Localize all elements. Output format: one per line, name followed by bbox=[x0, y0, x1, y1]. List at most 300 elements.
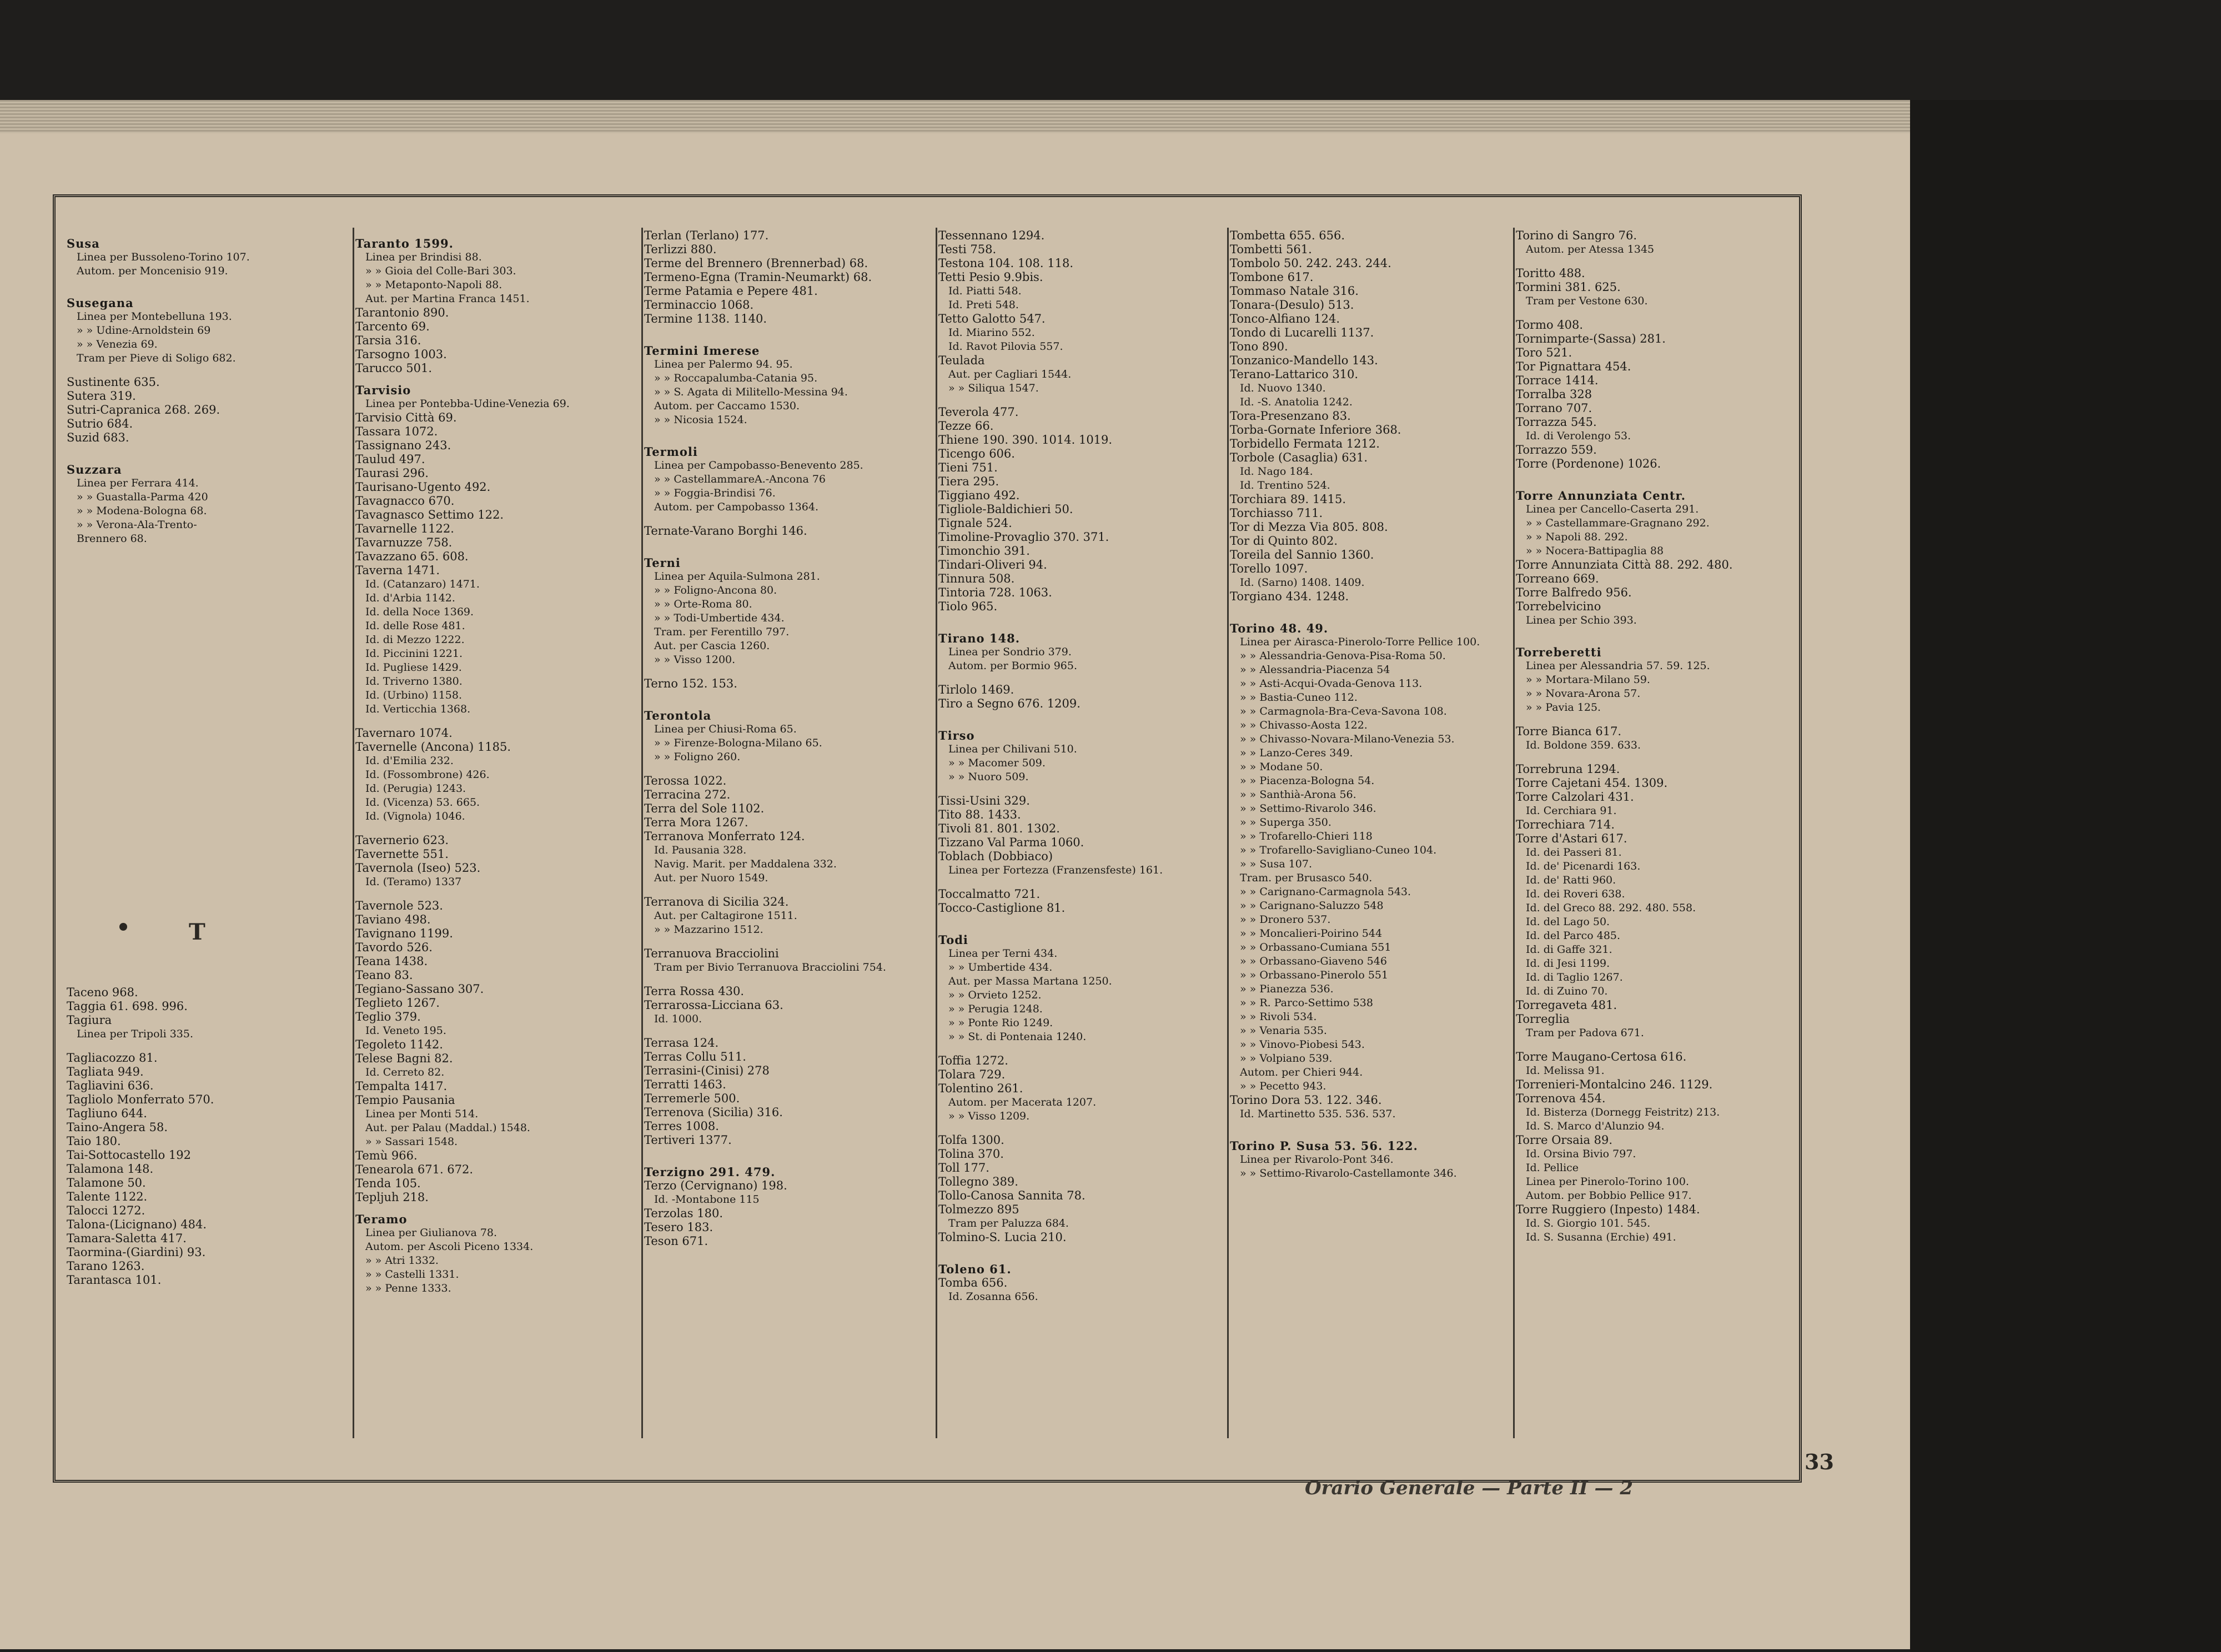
station-entry bbox=[67, 876, 339, 886]
station-entry: Terratti 1463. bbox=[644, 1078, 726, 1091]
station-entry: » » Orbassano-Pinerolo 551 bbox=[1240, 969, 1389, 981]
station-entry: Terme del Brennero (Brennerbad) 68. bbox=[644, 257, 868, 270]
station-entry: Tezze 66. bbox=[938, 419, 994, 433]
station-entry: Id. d'Emilia 232. bbox=[365, 755, 454, 767]
station-entry: Torbidello Fermata 1212. bbox=[1230, 437, 1380, 450]
station-heading: Tirso bbox=[938, 729, 975, 742]
station-entry: » » Vinovo-Piobesi 543. bbox=[1240, 1038, 1365, 1051]
station-entry: Id. Miarino 552. bbox=[948, 327, 1035, 339]
station-entry: Linea per Brindisi 88. bbox=[365, 251, 482, 263]
station-entry: Terno 152. 153. bbox=[644, 677, 737, 690]
station-entry: Tonco-Alfiano 124. bbox=[1230, 312, 1340, 325]
station-entry: Sustinente 635. bbox=[67, 375, 160, 389]
station-entry: Tavordo 526. bbox=[355, 941, 433, 954]
station-entry: Brennero 68. bbox=[77, 533, 147, 545]
station-entry: Toreila del Sannio 1360. bbox=[1230, 548, 1374, 561]
index-column bbox=[644, 229, 916, 1428]
station-entry: Torre Orsaia 89. bbox=[1516, 1133, 1613, 1147]
station-entry: Id. (Urbino) 1158. bbox=[365, 689, 463, 701]
station-entry: Linea per Ferrara 414. bbox=[77, 477, 199, 489]
station-entry: Tassignano 243. bbox=[355, 439, 451, 452]
station-entry: » » Modane 50. bbox=[1240, 761, 1323, 773]
station-entry bbox=[67, 566, 339, 576]
station-entry: Id. della Noce 1369. bbox=[365, 606, 474, 618]
station-entry bbox=[67, 278, 339, 288]
station-entry bbox=[355, 889, 627, 899]
station-entry: Torino di Sangro 76. bbox=[1516, 229, 1637, 242]
station-entry: Aut. per Cagliari 1544. bbox=[948, 368, 1072, 380]
station-entry: Terrasa 124. bbox=[644, 1036, 719, 1050]
station-entry: Tavazzano 65. 608. bbox=[355, 550, 469, 563]
station-entry bbox=[355, 716, 627, 726]
station-entry bbox=[67, 666, 339, 676]
station-entry: Tavagnacco 670. bbox=[355, 494, 455, 508]
station-entry bbox=[67, 365, 339, 375]
station-entry: Tessennano 1294. bbox=[938, 229, 1045, 242]
station-entry bbox=[67, 716, 339, 726]
station-entry: » » Foligno 260. bbox=[654, 751, 741, 763]
station-entry: Tonara-(Desulo) 513. bbox=[1230, 298, 1354, 312]
station-entry: Tormini 381. 625. bbox=[1516, 280, 1621, 294]
station-entry: » » Trofarello-Savigliano-Cuneo 104. bbox=[1240, 844, 1437, 856]
station-entry bbox=[938, 614, 1210, 624]
station-entry: Terrarossa-Licciana 63. bbox=[644, 998, 783, 1012]
station-entry: Linea per Giulianova 78. bbox=[365, 1227, 498, 1239]
station-entry: » » Volpiano 539. bbox=[1240, 1052, 1333, 1064]
station-entry: Torba-Gornate Inferiore 368. bbox=[1230, 423, 1401, 436]
station-entry: Autom. per Macerata 1207. bbox=[948, 1096, 1097, 1108]
station-entry bbox=[67, 856, 339, 866]
station-entry: Tavernaro 1074. bbox=[355, 726, 453, 740]
station-entry bbox=[67, 576, 339, 586]
station-entry: Id. S. Giorgio 101. 545. bbox=[1526, 1217, 1651, 1229]
station-entry bbox=[938, 1044, 1210, 1054]
station-entry: Linea per Chiusi-Roma 65. bbox=[654, 723, 797, 735]
station-entry: Id. (Catanzaro) 1471. bbox=[365, 578, 480, 590]
station-entry bbox=[67, 766, 339, 776]
station-entry: Id. di Jesi 1199. bbox=[1526, 957, 1610, 970]
station-entry: Talamona 148. bbox=[67, 1162, 154, 1176]
station-entry: » » Gioia del Colle-Bari 303. bbox=[365, 265, 516, 277]
index-column bbox=[1516, 229, 1788, 1428]
station-entry: Torrenova 454. bbox=[1516, 1092, 1606, 1105]
station-entry: Tamara-Saletta 417. bbox=[67, 1232, 187, 1245]
station-entry: Id. Melissa 91. bbox=[1526, 1064, 1605, 1077]
station-entry: Tissi-Usini 329. bbox=[938, 794, 1030, 807]
station-entry bbox=[644, 975, 916, 985]
station-heading: Tirano 148. bbox=[938, 631, 1021, 645]
station-entry: Tesero 183. bbox=[644, 1221, 713, 1234]
station-entry: » » Visso 1200. bbox=[654, 654, 736, 666]
station-entry: Id. (Vignola) 1046. bbox=[365, 810, 465, 822]
station-entry: Tai-Sottocastello 192 bbox=[67, 1148, 192, 1162]
station-entry: » » Castelli 1331. bbox=[365, 1268, 459, 1281]
station-entry bbox=[67, 606, 339, 616]
station-entry: » » Visso 1209. bbox=[948, 1110, 1030, 1122]
station-entry: » » Dronero 537. bbox=[1240, 913, 1331, 926]
station-entry: Tolara 729. bbox=[938, 1068, 1006, 1081]
station-entry: Taino-Angera 58. bbox=[67, 1121, 168, 1134]
station-entry: Id. Piccinini 1221. bbox=[365, 647, 463, 660]
station-entry: Tagliavini 636. bbox=[67, 1079, 154, 1092]
station-entry: Tiro a Segno 676. 1209. bbox=[938, 697, 1081, 710]
station-entry: Linea per Schio 393. bbox=[1526, 614, 1637, 626]
station-entry: Toro 521. bbox=[1516, 346, 1572, 359]
station-entry: Termine 1138. 1140. bbox=[644, 312, 767, 325]
station-entry: Tonzanico-Mandello 143. bbox=[1230, 354, 1378, 367]
station-entry: Toll 177. bbox=[938, 1161, 989, 1174]
station-entry bbox=[67, 656, 339, 666]
station-entry: Tegiano-Sassano 307. bbox=[355, 982, 484, 996]
station-entry: Tavernole 523. bbox=[355, 899, 443, 912]
station-entry bbox=[67, 846, 339, 856]
station-entry: Id. Ravot Pilovia 557. bbox=[948, 340, 1063, 353]
station-entry bbox=[67, 776, 339, 786]
station-entry: » » Orvieto 1252. bbox=[948, 989, 1042, 1001]
station-heading: Taranto 1599. bbox=[355, 237, 454, 250]
station-entry: Torre Bianca 617. bbox=[1516, 725, 1622, 738]
station-entry bbox=[938, 915, 1210, 925]
station-entry: » » Pavia 125. bbox=[1526, 701, 1601, 714]
station-entry: Sutrio 684. bbox=[67, 417, 133, 430]
station-entry: » » Venaria 535. bbox=[1240, 1025, 1327, 1037]
station-entry: » » Susa 107. bbox=[1240, 858, 1313, 870]
station-entry: Id. (Vicenza) 53. 665. bbox=[365, 796, 480, 809]
station-entry: Id. (Fossombrone) 426. bbox=[365, 769, 490, 781]
station-entry bbox=[1516, 257, 1788, 267]
station-entry: Tor di Quinto 802. bbox=[1230, 534, 1338, 548]
station-entry: Linea per Pinerolo-Torino 100. bbox=[1526, 1176, 1690, 1188]
station-entry: Torre Balfredo 956. bbox=[1516, 586, 1632, 599]
station-entry: Torrazzo 559. bbox=[1516, 443, 1597, 456]
station-entry bbox=[938, 711, 1210, 721]
station-entry bbox=[67, 706, 339, 716]
station-entry: Autom. per Bobbio Pellice 917. bbox=[1526, 1189, 1692, 1202]
station-entry bbox=[67, 556, 339, 566]
station-entry: Tignale 524. bbox=[938, 516, 1012, 530]
station-heading: Termini Imerese bbox=[644, 344, 760, 358]
station-entry bbox=[644, 538, 916, 548]
station-entry: Torrebruna 1294. bbox=[1516, 762, 1620, 776]
station-entry: Tolentino 261. bbox=[938, 1082, 1023, 1095]
station-heading: Termoli bbox=[644, 445, 698, 459]
station-entry: Tarsia 316. bbox=[355, 334, 421, 347]
index-column bbox=[1230, 229, 1502, 1428]
station-entry bbox=[67, 956, 339, 966]
station-entry bbox=[67, 886, 339, 896]
station-entry: Aut. per Cascia 1260. bbox=[654, 640, 770, 652]
station-entry: Tollegno 389. bbox=[938, 1175, 1018, 1188]
station-entry: Tollo-Canosa Sannita 78. bbox=[938, 1189, 1086, 1202]
station-heading: Torino 48. 49. bbox=[1230, 621, 1329, 635]
station-entry bbox=[67, 596, 339, 606]
station-entry bbox=[938, 1244, 1210, 1254]
station-entry: » » St. di Pontenaia 1240. bbox=[948, 1031, 1087, 1043]
station-entry: Id. Triverno 1380. bbox=[365, 675, 463, 687]
station-entry: Autom. per Chieri 944. bbox=[1240, 1066, 1363, 1078]
station-entry: Id. Bisterza (Dornegg Feistritz) 213. bbox=[1526, 1106, 1720, 1118]
station-entry: Torrazza 545. bbox=[1516, 415, 1597, 429]
station-entry: Torregaveta 481. bbox=[1516, 998, 1617, 1012]
station-entry: Tavarnelle 1122. bbox=[355, 522, 454, 535]
station-entry: Torbole (Casaglia) 631. bbox=[1230, 451, 1368, 464]
station-entry: Tram per Paluzza 684. bbox=[948, 1217, 1069, 1229]
station-heading: Susa bbox=[67, 237, 100, 250]
station-entry: » » Superga 350. bbox=[1240, 816, 1331, 828]
station-entry: Tarsogno 1003. bbox=[355, 348, 447, 361]
station-entry: » » Perugia 1248. bbox=[948, 1003, 1043, 1015]
station-entry: Torre Cajetani 454. 1309. bbox=[1516, 776, 1668, 790]
station-heading: Suzzara bbox=[67, 463, 122, 476]
station-entry: Tinnura 508. bbox=[938, 572, 1015, 585]
station-entry: Terranuova Bracciolini bbox=[644, 947, 779, 960]
station-entry: Id. del Parco 485. bbox=[1526, 930, 1621, 942]
station-entry: » » Modena-Bologna 68. bbox=[77, 505, 207, 517]
station-entry: Sutera 319. bbox=[67, 389, 136, 403]
station-entry bbox=[644, 937, 916, 947]
station-entry bbox=[67, 816, 339, 826]
station-entry: Testona 104. 108. 118. bbox=[938, 257, 1074, 270]
station-entry: Aut. per Massa Martana 1250. bbox=[948, 975, 1112, 987]
station-entry: » » Pecetto 943. bbox=[1240, 1080, 1326, 1092]
station-entry: Talona-(Licignano) 484. bbox=[67, 1218, 207, 1231]
station-entry: Tolfa 1300. bbox=[938, 1133, 1004, 1147]
station-entry: Id. dei Passeri 81. bbox=[1526, 846, 1622, 858]
station-entry bbox=[644, 691, 916, 701]
station-entry: Linea per Fortezza (Franzensfeste) 161. bbox=[948, 864, 1163, 876]
station-entry: Id. Cerchiara 91. bbox=[1526, 805, 1617, 817]
station-entry bbox=[1230, 1121, 1502, 1131]
station-entry: Autom. per Campobasso 1364. bbox=[654, 501, 819, 513]
station-entry: Tirlolo 1469. bbox=[938, 683, 1014, 696]
station-entry: Tito 88. 1433. bbox=[938, 808, 1021, 821]
station-entry: Terano-Lattarico 310. bbox=[1230, 368, 1359, 381]
station-entry: Tavernerio 623. bbox=[355, 833, 449, 847]
station-heading: Susegana bbox=[67, 296, 134, 310]
station-entry: Id. Zosanna 656. bbox=[948, 1291, 1038, 1303]
column-rule bbox=[936, 228, 937, 1438]
station-entry: Tarantonio 890. bbox=[355, 306, 449, 319]
station-entry: Id. Boldone 359. 633. bbox=[1526, 739, 1641, 751]
station-heading: Toleno 61. bbox=[938, 1262, 1012, 1276]
station-entry bbox=[67, 616, 339, 626]
station-entry bbox=[644, 1147, 916, 1157]
station-entry: Tagiura bbox=[67, 1013, 112, 1027]
station-entry: Tram per Padova 671. bbox=[1526, 1027, 1644, 1039]
station-entry: » » Roccapalumba-Catania 95. bbox=[654, 372, 818, 384]
station-entry: Teglio 379. bbox=[355, 1010, 421, 1023]
station-entry: Tono 890. bbox=[1230, 340, 1288, 353]
station-entry bbox=[67, 676, 339, 686]
station-entry bbox=[1516, 715, 1788, 725]
station-entry: Tavignano 1199. bbox=[355, 927, 453, 940]
station-entry: Terracina 272. bbox=[644, 788, 731, 801]
station-entry: » » Nuoro 509. bbox=[948, 771, 1029, 783]
station-entry: Id. 1000. bbox=[654, 1013, 702, 1025]
station-entry: » » Moncalieri-Poirino 544 bbox=[1240, 927, 1383, 940]
station-entry: Id. Cerreto 82. bbox=[365, 1066, 445, 1078]
station-entry: Id. de' Picenardi 163. bbox=[1526, 860, 1641, 872]
station-entry: Terrenova (Sicilia) 316. bbox=[644, 1106, 783, 1119]
station-entry bbox=[938, 1123, 1210, 1133]
station-entry: Ternate-Varano Borghi 146. bbox=[644, 524, 807, 538]
station-entry bbox=[67, 746, 339, 756]
station-entry: Teana 1438. bbox=[355, 955, 428, 968]
station-entry: Terremerle 500. bbox=[644, 1092, 740, 1105]
station-entry: Linea per Rivarolo-Pont 346. bbox=[1240, 1153, 1394, 1166]
page-number: 33 bbox=[1805, 1449, 1834, 1474]
station-entry: » » Alessandria-Piacenza 54 bbox=[1240, 664, 1390, 676]
column-rule bbox=[1513, 228, 1515, 1438]
station-entry: Telese Bagni 82. bbox=[355, 1052, 453, 1065]
station-entry bbox=[1516, 308, 1788, 318]
station-entry: Tieni 751. bbox=[938, 461, 998, 474]
station-entry: Sutri-Capranica 268. 269. bbox=[67, 403, 220, 416]
station-entry: Tombetta 655. 656. bbox=[1230, 229, 1345, 242]
station-entry: Tavernola (Iseo) 523. bbox=[355, 861, 481, 875]
station-entry: Taurisano-Ugento 492. bbox=[355, 480, 491, 494]
station-entry: Terzolas 180. bbox=[644, 1207, 723, 1220]
station-entry: Id. (Sarno) 1408. 1409. bbox=[1240, 576, 1365, 589]
index-column bbox=[938, 229, 1210, 1428]
station-entry bbox=[1230, 604, 1502, 614]
station-entry: » » Mazzarino 1512. bbox=[654, 923, 763, 936]
station-entry: Torre Ruggiero (Inpesto) 1484. bbox=[1516, 1203, 1700, 1216]
station-entry: Tram. per Brusasco 540. bbox=[1240, 872, 1373, 884]
station-entry: Tora-Presenzano 83. bbox=[1230, 409, 1351, 423]
station-entry bbox=[938, 395, 1210, 405]
station-entry bbox=[67, 826, 339, 836]
station-entry: Id. S. Marco d'Alunzio 94. bbox=[1526, 1120, 1665, 1132]
station-entry: Tarvisio Città 69. bbox=[355, 411, 457, 424]
index-column bbox=[67, 229, 339, 1428]
station-entry: Torello 1097. bbox=[1230, 562, 1308, 575]
station-entry: Linea per Alessandria 57. 59. 125. bbox=[1526, 660, 1710, 672]
station-entry: Torino Dora 53. 122. 346. bbox=[1230, 1093, 1382, 1107]
station-entry: Linea per Monti 514. bbox=[365, 1108, 479, 1120]
station-entry: Aut. per Nuoro 1549. bbox=[654, 872, 768, 884]
station-entry: Autom. per Caccamo 1530. bbox=[654, 400, 800, 412]
station-entry: Suzid 683. bbox=[67, 431, 129, 444]
section-letter: T bbox=[189, 919, 205, 945]
station-entry bbox=[67, 586, 339, 596]
station-entry: Terlizzi 880. bbox=[644, 243, 717, 256]
station-entry: » » Castellammare-Gragnano 292. bbox=[1526, 517, 1710, 529]
station-entry: Temù 966. bbox=[355, 1149, 418, 1162]
station-entry: » » Piacenza-Bologna 54. bbox=[1240, 775, 1375, 787]
column-rule bbox=[641, 228, 643, 1438]
station-entry: Tertiveri 1377. bbox=[644, 1133, 732, 1147]
station-entry: Torrano 707. bbox=[1516, 401, 1592, 415]
station-entry: Tiolo 965. bbox=[938, 600, 998, 613]
station-entry: » » Umbertide 434. bbox=[948, 961, 1053, 973]
station-entry: Linea per Bussoleno-Torino 107. bbox=[77, 251, 250, 263]
station-entry: Id. di Mezzo 1222. bbox=[365, 634, 465, 646]
station-entry: Id. (Perugia) 1243. bbox=[365, 782, 466, 795]
station-entry: Torrenieri-Montalcino 246. 1129. bbox=[1516, 1078, 1713, 1091]
station-entry: » » Siliqua 1547. bbox=[948, 382, 1039, 394]
station-entry: Tornimparte-(Sassa) 281. bbox=[1516, 332, 1666, 345]
station-entry: » » Settimo-Rivarolo 346. bbox=[1240, 802, 1376, 815]
station-entry: Tocco-Castiglione 81. bbox=[938, 901, 1066, 915]
station-entry: Linea per Airasca-Pinerolo-Torre Pellice 100. bbox=[1240, 636, 1480, 648]
station-entry: Tavarnuzze 758. bbox=[355, 536, 453, 549]
station-entry: Torchiasso 711. bbox=[1230, 506, 1323, 520]
station-entry bbox=[644, 764, 916, 774]
station-entry bbox=[67, 1041, 339, 1051]
station-entry: » » Atri 1332. bbox=[365, 1254, 439, 1267]
station-entry: Tintoria 728. 1063. bbox=[938, 586, 1052, 599]
station-entry: » » Santhià-Arona 56. bbox=[1240, 789, 1356, 801]
station-entry: Id. del Lago 50. bbox=[1526, 916, 1610, 928]
station-entry: » » Alessandria-Genova-Pisa-Roma 50. bbox=[1240, 650, 1446, 662]
station-entry bbox=[1516, 752, 1788, 762]
station-entry: » » Firenze-Bologna-Milano 65. bbox=[654, 737, 822, 749]
station-entry: Linea per Pontebba-Udine-Venezia 69. bbox=[365, 398, 570, 410]
station-entry: » » Trofarello-Chieri 118 bbox=[1240, 830, 1373, 842]
station-entry: Id. di Zuino 70. bbox=[1526, 985, 1608, 997]
station-entry bbox=[355, 824, 627, 833]
station-entry: Tiggiano 492. bbox=[938, 489, 1020, 502]
station-entry: » » Foligno-Ancona 80. bbox=[654, 584, 777, 596]
station-entry: Toritto 488. bbox=[1516, 267, 1585, 280]
station-entry bbox=[67, 966, 339, 976]
station-entry: » » Rivoli 534. bbox=[1240, 1011, 1317, 1023]
station-entry: Teulada bbox=[938, 354, 985, 367]
station-entry: Id. Trentino 524. bbox=[1240, 479, 1330, 491]
station-entry: » » Ponte Rio 1249. bbox=[948, 1017, 1053, 1029]
station-heading: Torino P. Susa 53. 56. 122. bbox=[1230, 1139, 1418, 1153]
station-entry: Id. S. Susanna (Erchie) 491. bbox=[1526, 1231, 1676, 1243]
station-entry: » » Pianezza 536. bbox=[1240, 983, 1334, 995]
station-entry: » » Carmagnola-Bra-Ceva-Savona 108. bbox=[1240, 705, 1447, 717]
station-entry bbox=[67, 686, 339, 696]
station-entry: » » Asti-Acqui-Ovada-Genova 113. bbox=[1240, 677, 1423, 690]
station-entry: Torrebelvicino bbox=[1516, 600, 1601, 613]
station-entry: Toccalmatto 721. bbox=[938, 887, 1041, 901]
station-entry: Timonchio 391. bbox=[938, 544, 1030, 558]
station-entry bbox=[67, 946, 339, 956]
station-entry: Terra del Sole 1102. bbox=[644, 802, 765, 815]
station-entry: Id. di Taglio 1267. bbox=[1526, 971, 1623, 983]
station-entry: Id. Pugliese 1429. bbox=[365, 661, 462, 674]
station-entry: Torre Calzolari 431. bbox=[1516, 790, 1634, 804]
station-entry: Termeno-Egna (Tramin-Neumarkt) 68. bbox=[644, 270, 872, 284]
station-entry: Id. Pellice bbox=[1526, 1162, 1579, 1174]
station-entry bbox=[67, 445, 339, 455]
station-entry bbox=[644, 1026, 916, 1036]
station-entry: » » Orte-Roma 80. bbox=[654, 598, 752, 610]
station-entry: Teson 671. bbox=[644, 1234, 708, 1248]
station-heading: Torreberetti bbox=[1516, 645, 1602, 659]
station-entry: Linea per Terni 434. bbox=[948, 947, 1058, 960]
station-entry: Tagliacozzo 81. bbox=[67, 1051, 158, 1064]
station-entry: Terras Collu 511. bbox=[644, 1050, 746, 1063]
station-entry: Tram per Pieve di Soligo 682. bbox=[77, 352, 236, 364]
station-entry: Terminaccio 1068. bbox=[644, 298, 754, 312]
station-entry: Teano 83. bbox=[355, 968, 413, 982]
station-entry: Timoline-Provaglio 370. 371. bbox=[938, 530, 1109, 544]
station-entry: Terra Mora 1267. bbox=[644, 816, 748, 829]
station-entry bbox=[67, 896, 339, 906]
station-entry: Tarucco 501. bbox=[355, 361, 433, 375]
station-entry: Tagliolo Monferrato 570. bbox=[67, 1093, 214, 1106]
station-entry: Taviano 498. bbox=[355, 913, 431, 926]
station-entry: Tavernelle (Ancona) 1185. bbox=[355, 740, 511, 754]
station-heading: Todi bbox=[938, 933, 968, 947]
station-entry: Thiene 190. 390. 1014. 1019. bbox=[938, 433, 1113, 446]
station-entry: » » Chivasso-Novara-Milano-Venezia 53. bbox=[1240, 733, 1455, 745]
